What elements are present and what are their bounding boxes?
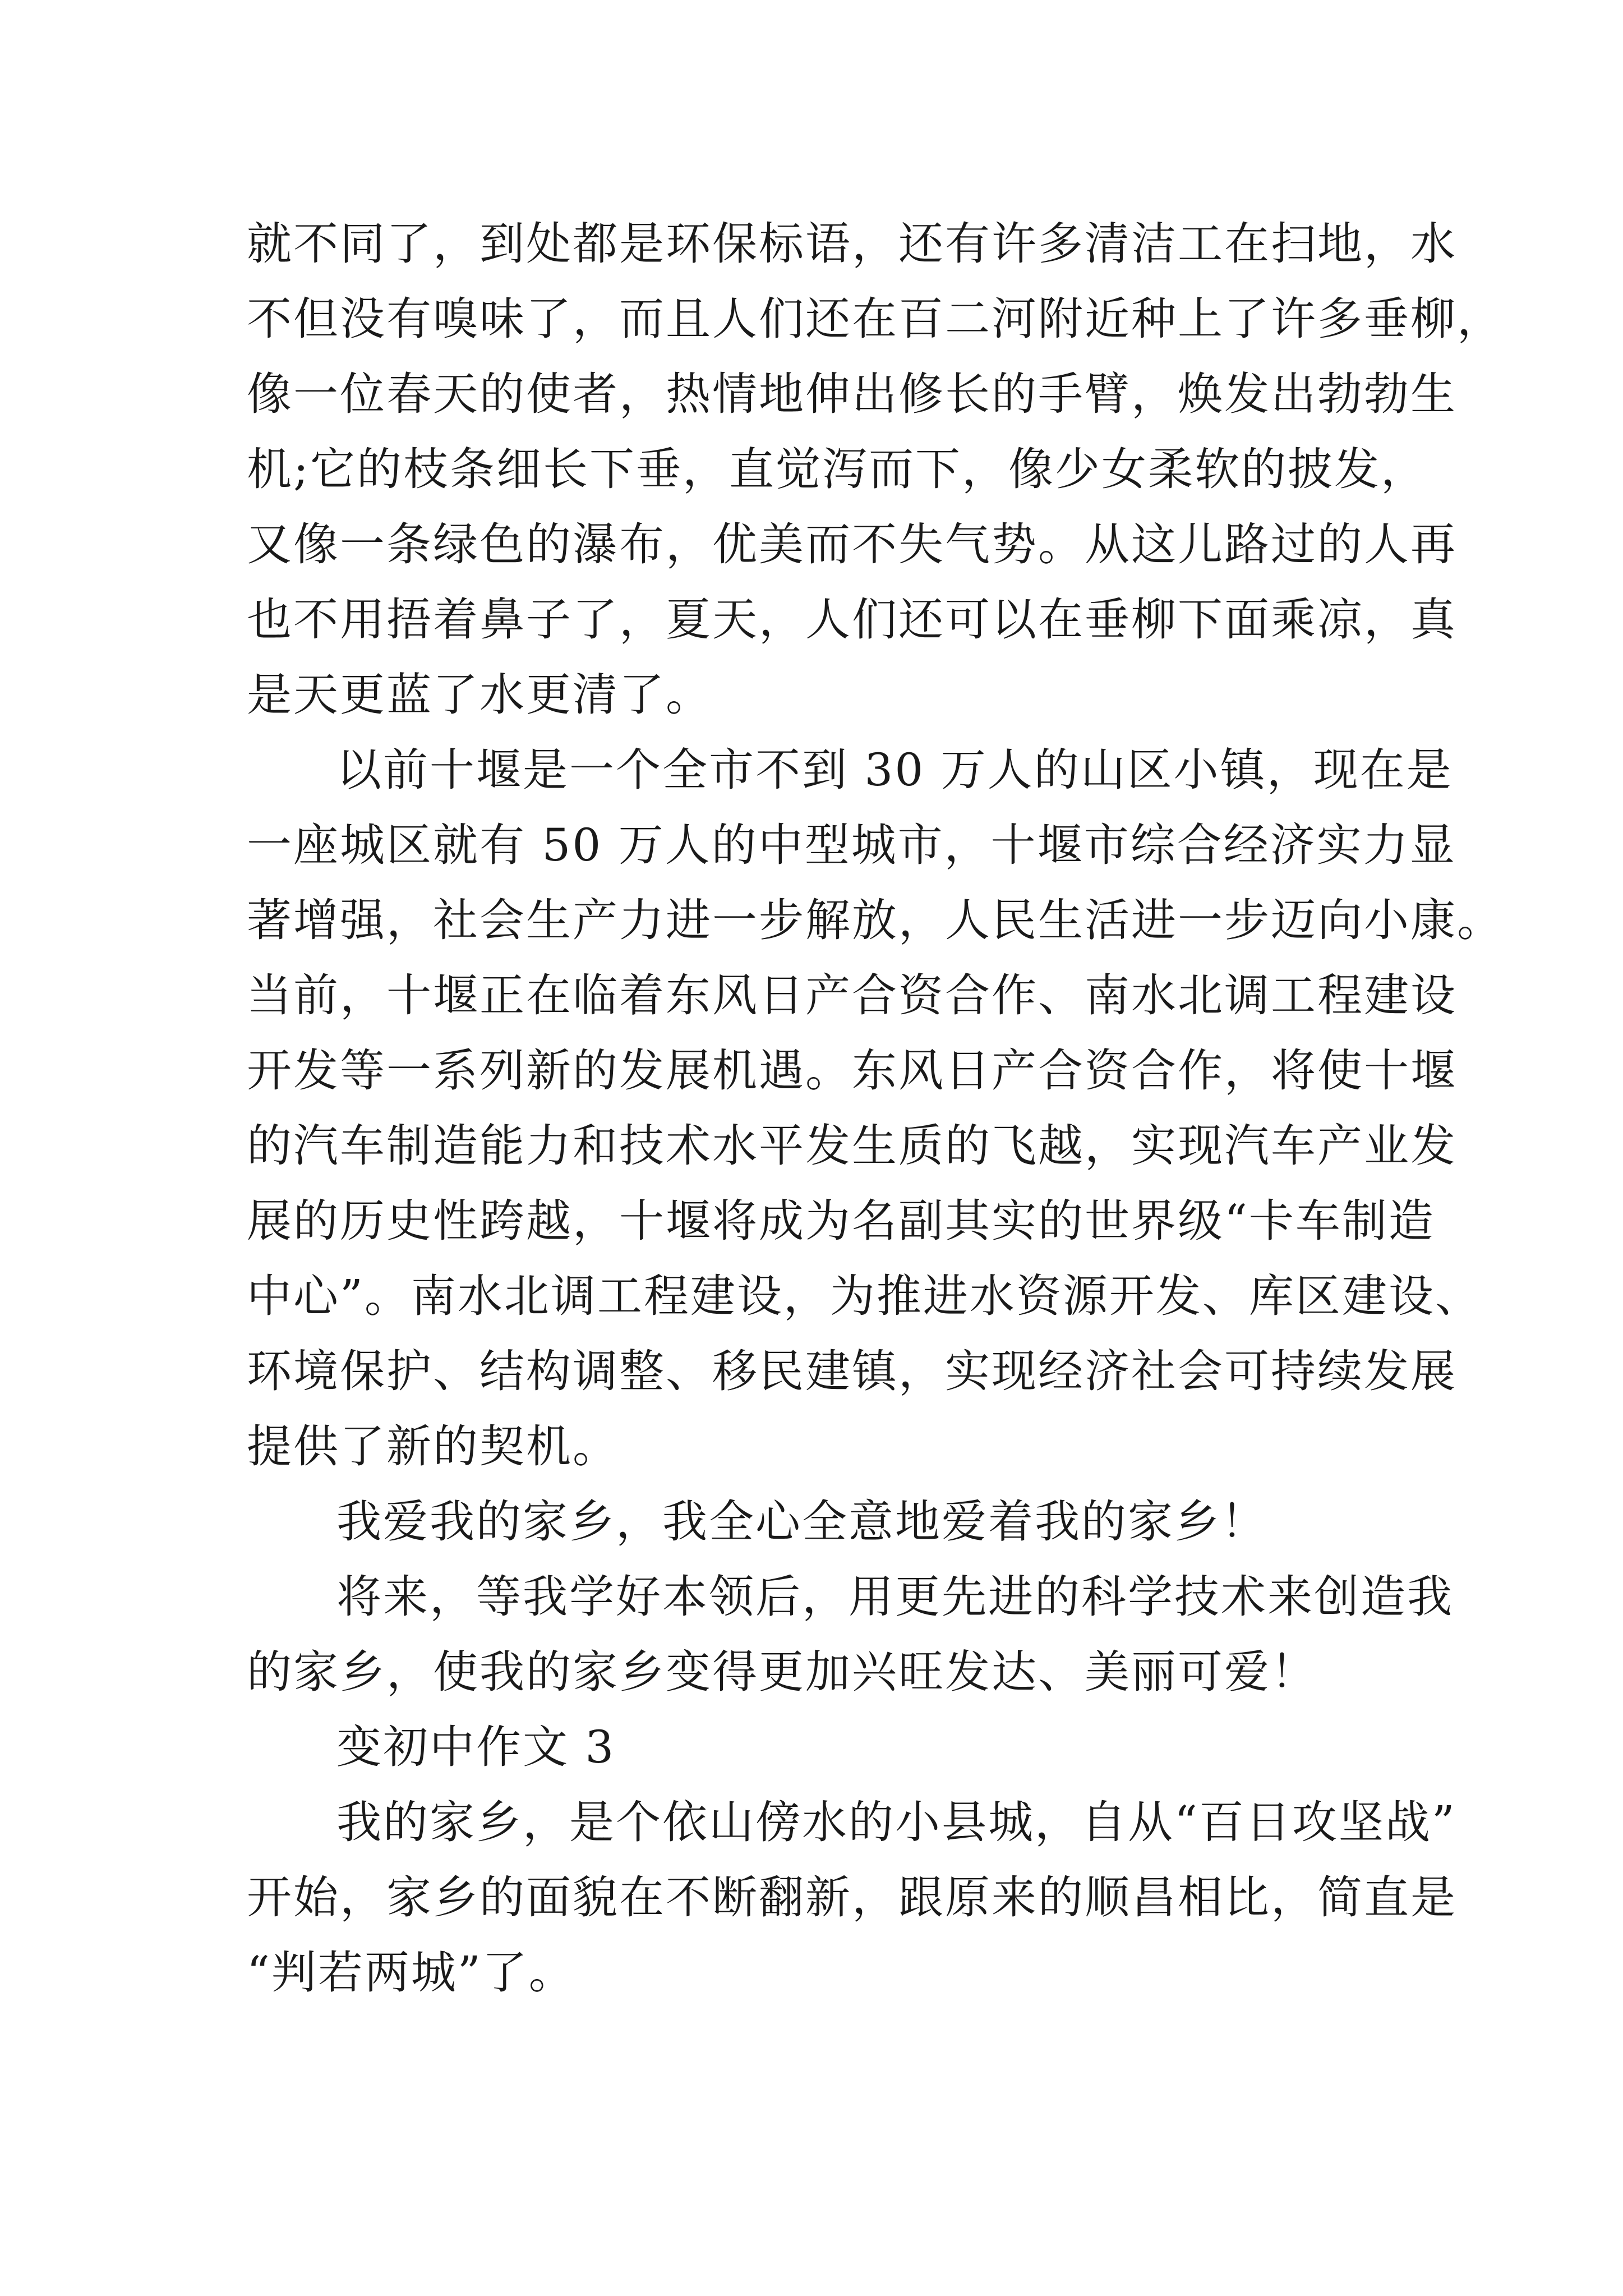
section-heading: 变初中作文 3	[336, 1721, 616, 1773]
text-line: 开发等一系列新的发展机遇。东风日产合资合作，将使十堰	[247, 1045, 1457, 1097]
text-line: 机;它的枝条细长下垂，直觉泻而下，像少女柔软的披发，	[247, 443, 1427, 495]
text-line: 开始，家乡的面貌在不断翻新，跟原来的顺昌相比，简直是	[247, 1871, 1457, 1924]
text-line: 就不同了，到处都是环保标语，还有许多清洁工在扫地，水	[247, 218, 1457, 270]
document-body	[247, 206, 1504, 2010]
text-line: 也不用捂着鼻子了，夏天，人们还可以在垂柳下面乘凉，真	[247, 593, 1457, 646]
text-line: 提供了新的契机。	[247, 1420, 619, 1473]
text-line: 中心”。南水北调工程建设，为推进水资源开发、库区建设、	[247, 1270, 1482, 1322]
text-line: 展的历史性跨越，十堰将成为名副其实的世界级“卡车制造	[247, 1195, 1435, 1247]
text-line: 当前，十堰正在临着东风日产合资合作、南水北调工程建设	[247, 969, 1457, 1022]
text-line: 又像一条绿色的瀑布，优美而不失气势。从这儿路过的人再	[247, 518, 1457, 570]
paragraph-start-line: 将来，等我学好本领后，用更先进的科学技术来创造我	[336, 1571, 1454, 1623]
text-line: 环境保护、结构调整、移民建镇，实现经济社会可持续发展	[247, 1345, 1457, 1397]
text-line: 是天更蓝了水更清了。	[247, 669, 712, 721]
text-line: 一座城区就有 50 万人的中型城市，十堰市综合经济实力显	[247, 819, 1456, 871]
text-line: 的汽车制造能力和技术水平发生质的飞越，实现汽车产业发	[247, 1120, 1457, 1172]
paragraph-start-line: 我爱我的家乡，我全心全意地爱着我的家乡！	[336, 1496, 1267, 1548]
text-line: 不但没有嗅味了，而且人们还在百二河附近种上了许多垂柳，	[247, 293, 1504, 345]
paragraph-start-line: 我的家乡，是个依山傍水的小县城，自从“百日攻坚战”	[336, 1796, 1456, 1848]
text-line: “判若两城”了。	[247, 1947, 575, 1999]
paragraph-start-line: 以前十堰是一个全市不到 30 万人的山区小镇，现在是	[336, 744, 1453, 796]
text-line: 像一位春天的使者，热情地伸出修长的手臂，焕发出勃勃生	[247, 368, 1457, 420]
text-line: 的家乡，使我的家乡变得更加兴旺发达、美丽可爱！	[247, 1646, 1317, 1698]
text-line: 著增强，社会生产力进一步解放，人民生活进一步迈向小康。	[247, 894, 1504, 946]
